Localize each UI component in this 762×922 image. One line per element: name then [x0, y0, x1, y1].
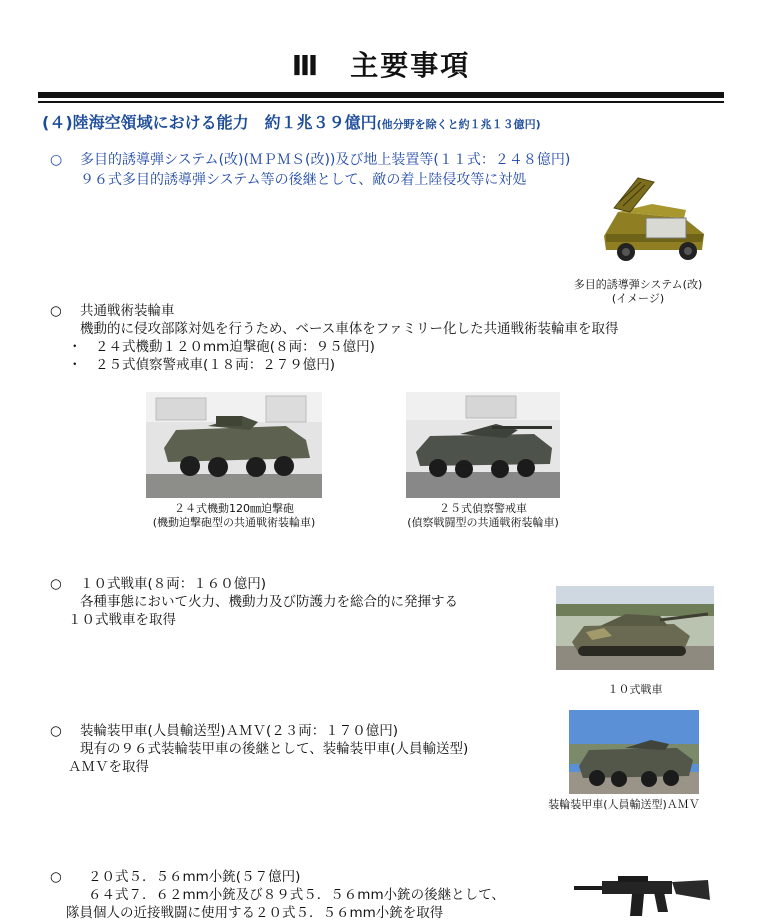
recon-vehicle-image — [406, 392, 560, 498]
item-2-subitem-2: ・ ２５式偵察警戒車(１８両：２７９億円) — [68, 357, 336, 373]
item-2-bullet: ○ — [50, 303, 62, 319]
item-1-caption-line1: 多目的誘導弾システム(改) — [573, 278, 703, 291]
recon-caption-line1: ２５式偵察警戒車 — [439, 502, 527, 515]
item-2-desc: 機動的に侵攻部隊対処を行うため、ベース車体をファミリー化した共通戦術装輪車を取得 — [80, 321, 619, 337]
type20-rifle-image — [572, 872, 712, 922]
item-1-bullet: ○ — [50, 152, 63, 168]
item-5-bullet: ○ — [50, 869, 62, 885]
page-title: Ⅲ 主要事項 — [291, 49, 471, 82]
item-1-desc: ９６式多目的誘導弾システム等の後継として、敵の着上陸侵攻等に対処 — [80, 172, 527, 188]
title-rule-thick — [38, 92, 724, 98]
item-5-desc-line1: ６４式７．６２mm小銃及び８９式５．５６mm小銃の後継として、 — [88, 887, 505, 903]
type10-tank-image — [556, 586, 714, 670]
item-4-bullet: ○ — [50, 723, 62, 739]
mortar-vehicle-image — [146, 392, 322, 498]
item-3-caption: １０式戦車 — [607, 683, 663, 696]
item-3-title: １０式戦車(８両：１６０億円) — [80, 576, 267, 592]
item-2-subitem-1: ・ ２４式機動１２０mm迫撃砲(８両：９５億円) — [68, 339, 375, 355]
item-4-desc-line1: 現有の９６式装輪装甲車の後継として、装輪装甲車(人員輸送型) — [80, 741, 469, 757]
item-5-title: ２０式５．５６mm小銃(５７億円) — [88, 869, 301, 885]
item-5-desc-line2: 隊員個人の近接戦闘に使用する２０式５．５６mm小銃を取得 — [66, 905, 444, 921]
item-3-bullet: ○ — [50, 576, 62, 592]
section-heading-note: (他分野を除くと約１兆１３億円) — [376, 118, 541, 131]
amv-vehicle-image — [569, 710, 699, 794]
item-2-title: 共通戦術装輪車 — [80, 303, 175, 319]
section-heading-text: (４)陸海空領域における能力 約１兆３９億円 — [42, 113, 377, 132]
section-heading — [42, 110, 541, 133]
item-4-title: 装輪装甲車(人員輸送型)ＡＭＶ(２３両：１７０億円) — [80, 723, 399, 739]
item-3-desc-line2: １０式戦車を取得 — [68, 612, 176, 628]
item-1-caption-line2: (イメージ) — [611, 292, 665, 305]
mortar-caption-line2: (機動迫撃砲型の共通戦術装輪車) — [152, 516, 316, 529]
recon-caption-line2: (偵察戦闘型の共通戦術装輪車) — [407, 516, 559, 529]
item-4-caption: 装輪装甲車(人員輸送型)ＡＭＶ — [548, 798, 700, 811]
item-3-desc-line1: 各種事態において火力、機動力及び防護力を総合的に発揮する — [80, 594, 458, 610]
item-4-desc-line2: ＡＭＶを取得 — [68, 759, 149, 775]
item-1-title: 多目的誘導弾システム(改)(ＭＰＭＳ(改))及び地上装置等(１１式：２４８億円) — [80, 152, 571, 168]
mortar-caption-line1: ２４式機動120㎜迫撃砲 — [174, 502, 294, 515]
mpms-vehicle-image — [592, 174, 712, 274]
title-rule-thin — [38, 101, 724, 103]
